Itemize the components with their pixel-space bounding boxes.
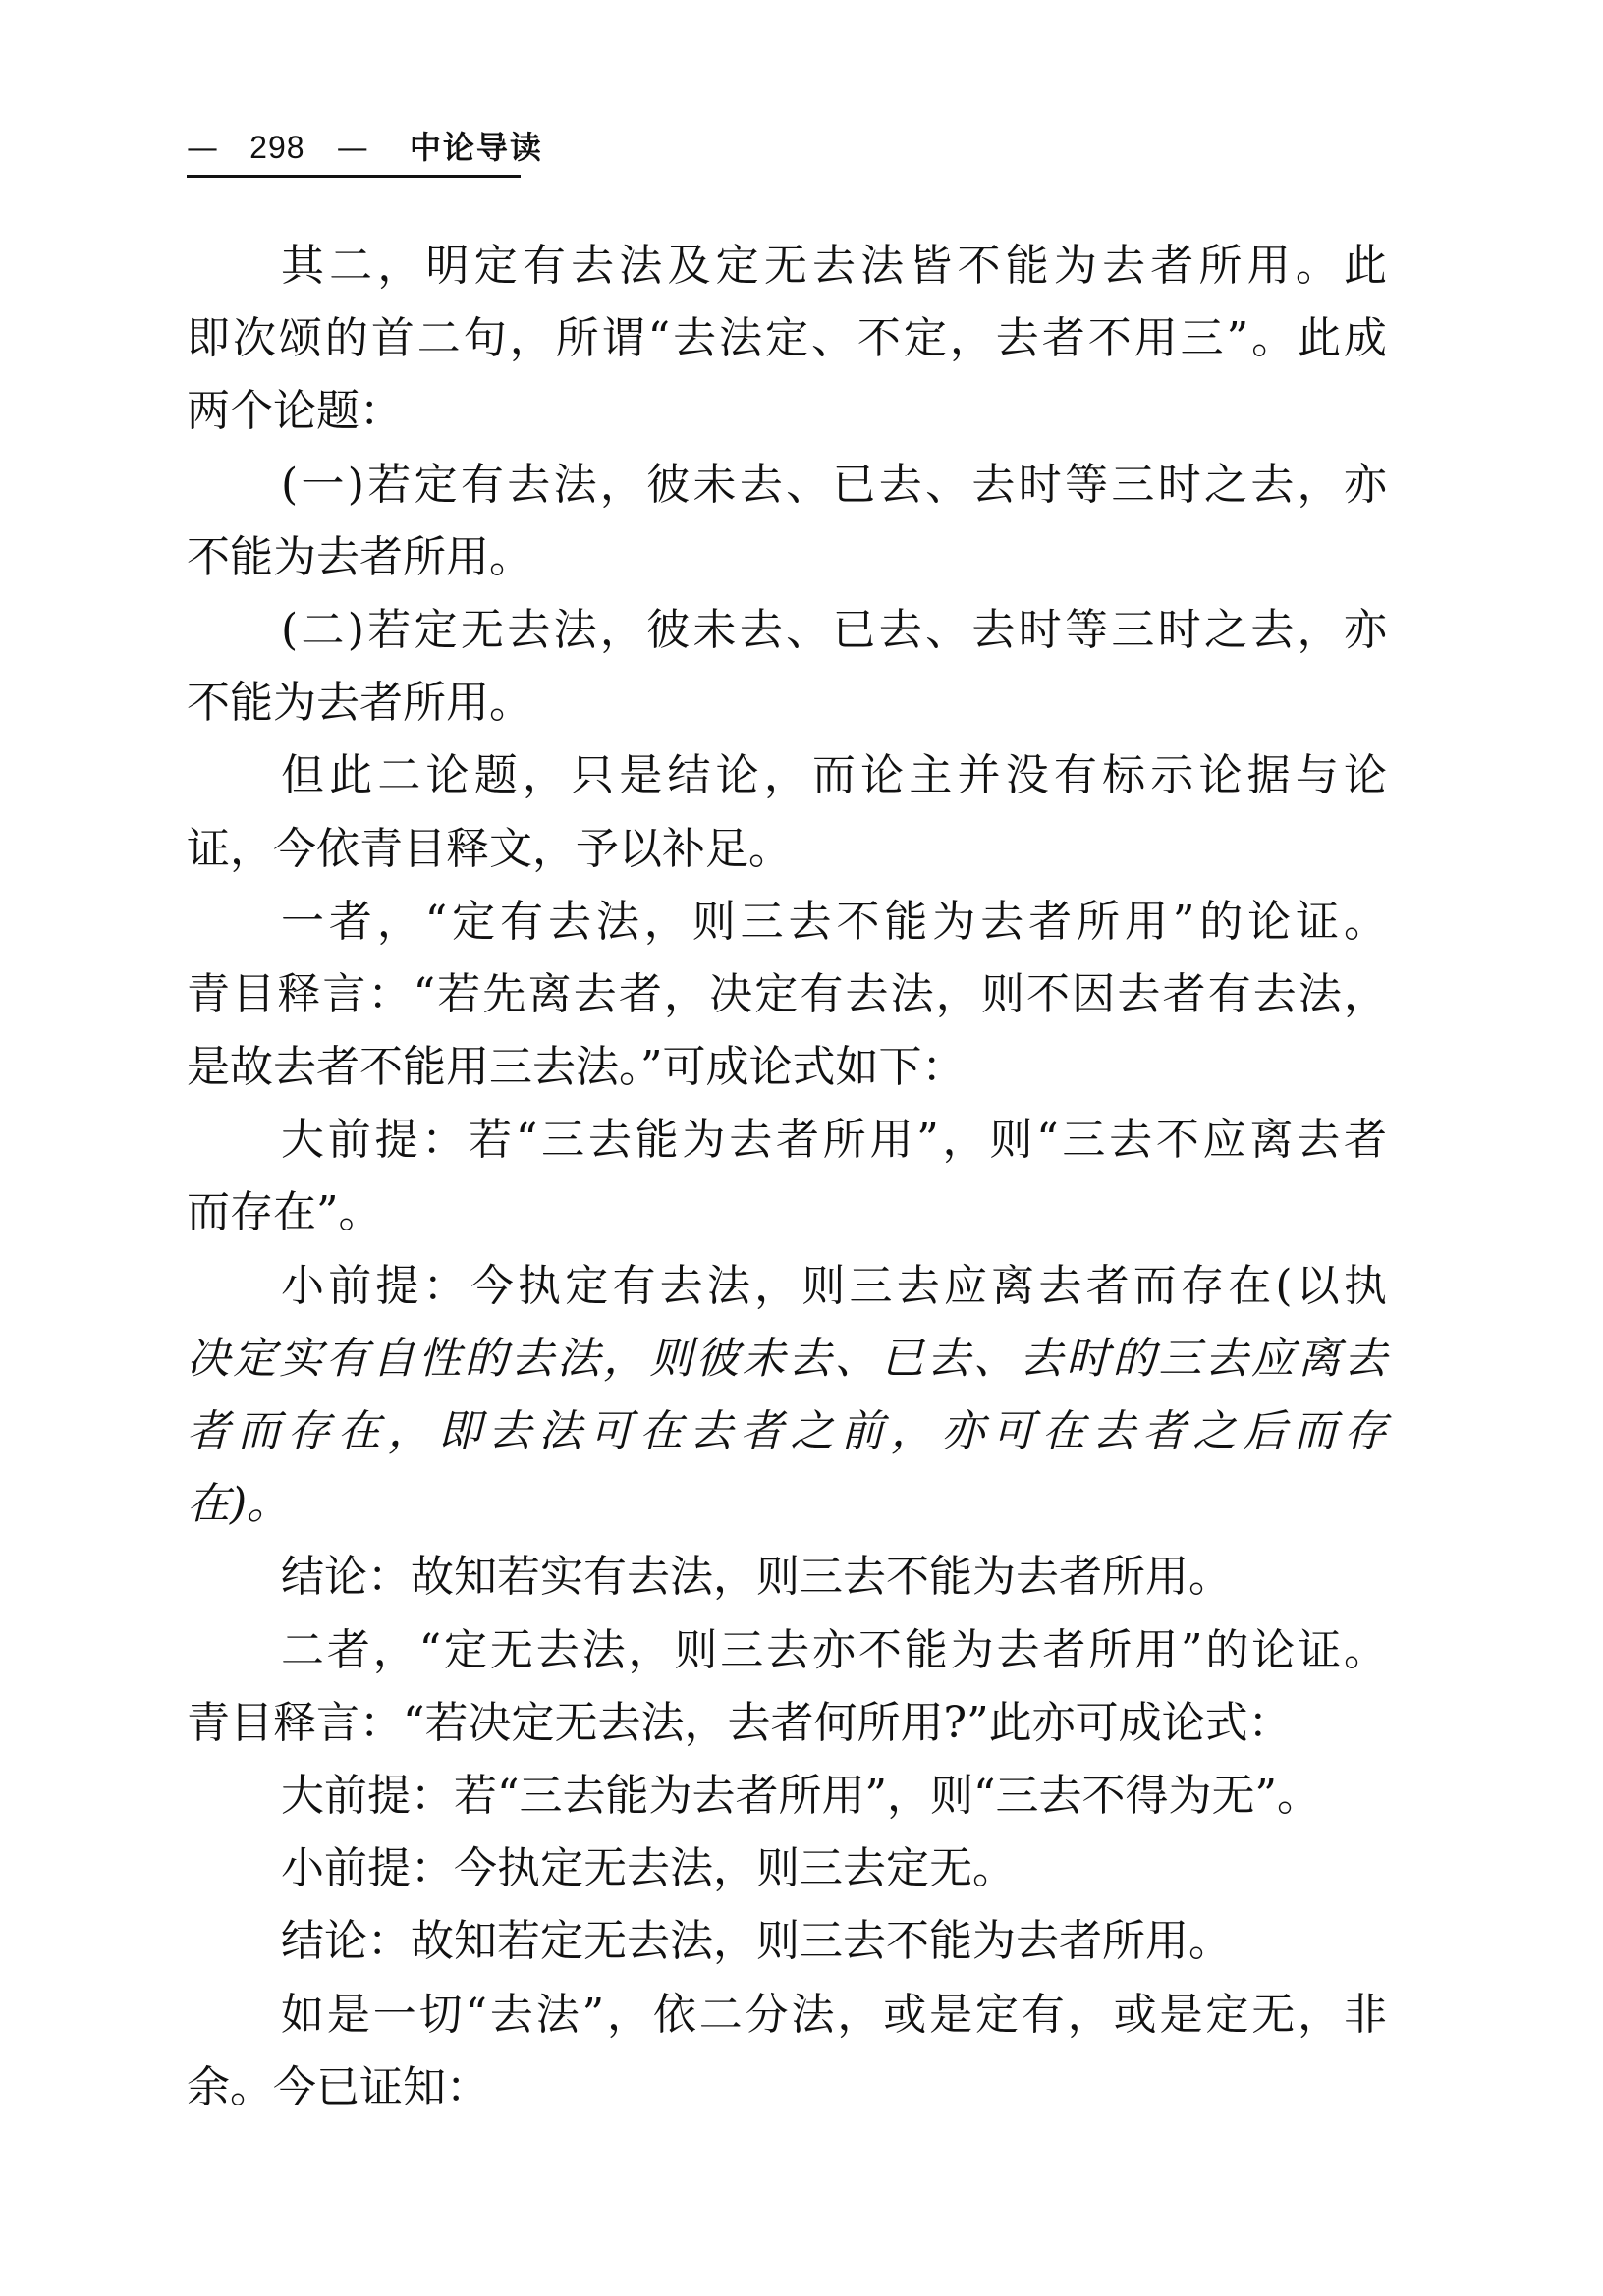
text-line: 决定实有自性的去法，则彼未去、已去、去时的三去应离去 (187, 1333, 1387, 1384)
paragraph (187, 594, 1387, 739)
text-line: 余。今已证知： (187, 2061, 489, 2112)
header-dash: — (336, 129, 368, 166)
text-line: 青目释言：“若决定无去法，去者何所用?”此亦可成论式： (187, 1697, 1292, 1748)
paragraph (187, 1905, 1387, 1978)
text-line: 大前提：若“三去能为去者所用”，则“三去不得为无”。 (281, 1770, 1320, 1821)
text-line: 而存在”。 (187, 1187, 382, 1238)
paragraph (187, 886, 1387, 1105)
page-number: 298 (249, 130, 305, 165)
paragraph (187, 1250, 1387, 1542)
text-line: 一者，“定有去法，则三去不能为去者所用”的论证。 (281, 896, 1387, 947)
text-line: 证，今依青目释文，予以补足。 (187, 823, 792, 874)
text-line: 小前提：今执定无去法，则三去定无。 (281, 1843, 1016, 1894)
text-line: 二者，“定无去法，则三去亦不能为去者所用”的论证。 (281, 1624, 1387, 1675)
paragraph (187, 230, 1387, 449)
paragraph (187, 1541, 1387, 1613)
text-line: 两个论题： (187, 386, 403, 437)
text-line: 结论：故知若实有去法，则三去不能为去者所用。 (281, 1552, 1232, 1603)
text-line: 其二，明定有去法及定无去法皆不能为去者所用。此 (281, 241, 1387, 291)
text-line: 不能为去者所用。 (187, 678, 532, 729)
book-title: 中论导读 (409, 129, 543, 166)
text-line: 小前提：今执定有去法，则三去应离去者而存在(以执 (281, 1260, 1387, 1311)
text-line: 大前提：若“三去能为去者所用”，则“三去不应离去者 (281, 1115, 1387, 1166)
running-header (187, 126, 543, 178)
text-line: 即次颂的首二句，所谓“去法定、不定，去者不用三”。此成 (187, 313, 1387, 364)
paragraph (187, 1979, 1387, 2124)
paragraph (187, 1760, 1387, 1832)
text-line: 在)。 (187, 1479, 291, 1530)
paragraph (187, 739, 1387, 885)
paragraph (187, 1832, 1387, 1905)
text-line: (一)若定有去法，彼未去、已去、去时等三时之去，亦 (281, 459, 1387, 510)
text-line: 青目释言：“若先离去者，决定有去法，则不因去者有去法， (187, 968, 1387, 1019)
paragraph (187, 449, 1387, 594)
paragraph (187, 1614, 1387, 1760)
header-dash: — (187, 129, 218, 166)
text-line: 但此二论题，只是结论，而论主并没有标示论据与论 (281, 750, 1387, 801)
text-line: 结论：故知若定无去法，则三去不能为去者所用。 (281, 1916, 1232, 1967)
text-line: (二)若定无去法，彼未去、已去、去时等三时之去，亦 (281, 604, 1387, 655)
body-text (187, 230, 1387, 2124)
text-line: 不能为去者所用。 (187, 531, 532, 582)
text-line: 如是一切“去法”，依二分法，或是定有，或是定无，非 (281, 1989, 1387, 2040)
text-line: 者而存在，即去法可在去者之前，亦可在去者之后而存 (187, 1406, 1387, 1456)
paragraph (187, 1104, 1387, 1249)
text-line: 是故去者不能用三去法。”可成论式如下： (187, 1042, 966, 1093)
